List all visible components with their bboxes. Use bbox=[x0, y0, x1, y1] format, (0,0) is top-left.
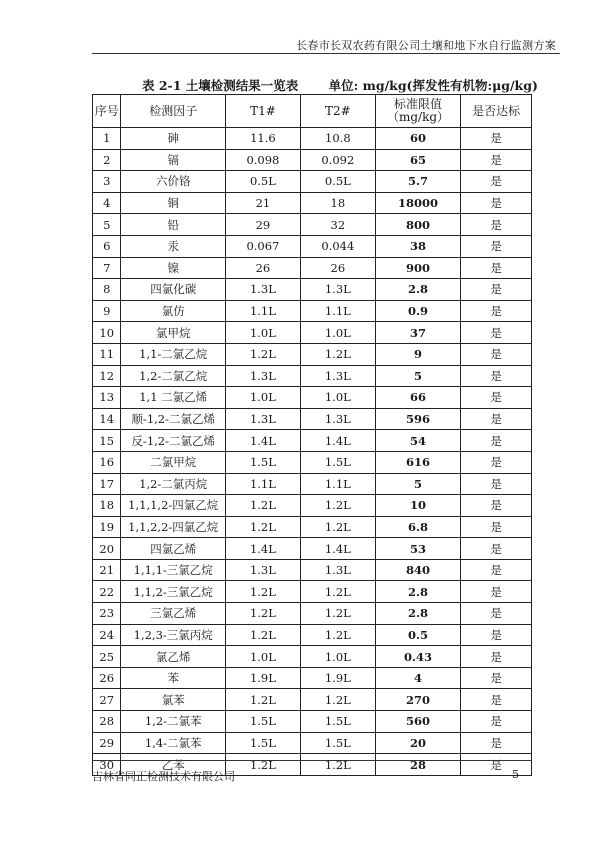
cell-t1: 1.2L bbox=[225, 516, 300, 538]
cell-factor: 顺-1,2-二氯乙烯 bbox=[121, 408, 225, 430]
cell-compliance: 是 bbox=[461, 646, 532, 668]
cell-compliance: 是 bbox=[461, 214, 532, 236]
cell-t2: 26 bbox=[300, 257, 375, 279]
cell-number: 26 bbox=[93, 667, 121, 689]
table-row bbox=[93, 646, 532, 668]
cell-limit: 840 bbox=[375, 559, 460, 581]
cell-t2: 1.4L bbox=[300, 538, 375, 560]
cell-compliance: 是 bbox=[461, 516, 532, 538]
table-row bbox=[93, 214, 532, 236]
table-body bbox=[93, 128, 532, 776]
column-header-number: 序号 bbox=[93, 95, 121, 128]
cell-number: 11 bbox=[93, 343, 121, 365]
table-row bbox=[93, 192, 532, 214]
cell-factor: 1,2-二氯丙烷 bbox=[121, 473, 225, 495]
cell-number: 17 bbox=[93, 473, 121, 495]
column-header-limit-line1: 标准限值 bbox=[394, 97, 443, 111]
cell-limit: 65 bbox=[375, 149, 460, 171]
column-header-compliance: 是否达标 bbox=[461, 95, 532, 128]
cell-factor: 二氯甲烷 bbox=[121, 451, 225, 473]
cell-limit: 0.43 bbox=[375, 646, 460, 668]
cell-limit: 38 bbox=[375, 235, 460, 257]
cell-compliance: 是 bbox=[461, 322, 532, 344]
cell-t2: 1.2L bbox=[300, 624, 375, 646]
column-header-factor: 检测因子 bbox=[121, 95, 225, 128]
cell-number: 3 bbox=[93, 171, 121, 193]
table-row bbox=[93, 128, 532, 150]
table-row bbox=[93, 171, 532, 193]
cell-limit: 10 bbox=[375, 495, 460, 517]
cell-number: 21 bbox=[93, 559, 121, 581]
table-row bbox=[93, 343, 532, 365]
cell-number: 23 bbox=[93, 603, 121, 625]
cell-factor: 1,2-二氯苯 bbox=[121, 711, 225, 733]
cell-compliance: 是 bbox=[461, 495, 532, 517]
cell-t1: 1.5L bbox=[225, 732, 300, 754]
cell-t2: 1.1L bbox=[300, 300, 375, 322]
cell-limit: 560 bbox=[375, 711, 460, 733]
table-row bbox=[93, 235, 532, 257]
cell-limit: 800 bbox=[375, 214, 460, 236]
footer-divider bbox=[92, 760, 532, 761]
cell-limit: 596 bbox=[375, 408, 460, 430]
cell-compliance: 是 bbox=[461, 257, 532, 279]
table-row bbox=[93, 559, 532, 581]
cell-t1: 1.0L bbox=[225, 646, 300, 668]
cell-t1: 29 bbox=[225, 214, 300, 236]
cell-t1: 0.5L bbox=[225, 171, 300, 193]
table-row bbox=[93, 430, 532, 452]
column-header-limit bbox=[375, 95, 460, 128]
cell-factor: 1,1,1-三氯乙烷 bbox=[121, 559, 225, 581]
cell-compliance: 是 bbox=[461, 279, 532, 301]
cell-t2: 1.3L bbox=[300, 559, 375, 581]
cell-t2: 1.0L bbox=[300, 322, 375, 344]
cell-limit: 53 bbox=[375, 538, 460, 560]
cell-compliance: 是 bbox=[461, 365, 532, 387]
cell-number: 1 bbox=[93, 128, 121, 150]
cell-factor: 砷 bbox=[121, 128, 225, 150]
cell-limit: 900 bbox=[375, 257, 460, 279]
cell-limit: 5 bbox=[375, 365, 460, 387]
table-row bbox=[93, 603, 532, 625]
cell-limit: 2.8 bbox=[375, 581, 460, 603]
page-header-title: 长春市长双农药有限公司土壤和地下水自行监测方案 bbox=[296, 39, 556, 52]
cell-limit: 66 bbox=[375, 387, 460, 409]
cell-t1: 21 bbox=[225, 192, 300, 214]
cell-compliance: 是 bbox=[461, 559, 532, 581]
cell-factor: 1,1 二氯乙烯 bbox=[121, 387, 225, 409]
cell-factor: 1,4-二氯苯 bbox=[121, 732, 225, 754]
cell-factor: 六价铬 bbox=[121, 171, 225, 193]
cell-t1: 1.4L bbox=[225, 430, 300, 452]
cell-compliance: 是 bbox=[461, 192, 532, 214]
cell-t1: 1.5L bbox=[225, 711, 300, 733]
cell-compliance: 是 bbox=[461, 473, 532, 495]
cell-t1: 1.2L bbox=[225, 689, 300, 711]
cell-compliance: 是 bbox=[461, 754, 532, 776]
cell-factor: 1,1,2-三氯乙烷 bbox=[121, 581, 225, 603]
cell-compliance: 是 bbox=[461, 624, 532, 646]
cell-t2: 0.5L bbox=[300, 171, 375, 193]
cell-limit: 20 bbox=[375, 732, 460, 754]
cell-limit: 5 bbox=[375, 473, 460, 495]
column-header-t1: T1# bbox=[225, 95, 300, 128]
cell-t2: 1.5L bbox=[300, 451, 375, 473]
cell-limit: 2.8 bbox=[375, 279, 460, 301]
table-row bbox=[93, 581, 532, 603]
table-row bbox=[93, 495, 532, 517]
cell-t2: 1.3L bbox=[300, 365, 375, 387]
table-row bbox=[93, 732, 532, 754]
cell-factor: 1,2,3-三氯丙烷 bbox=[121, 624, 225, 646]
table-row bbox=[93, 300, 532, 322]
cell-compliance: 是 bbox=[461, 430, 532, 452]
cell-factor: 铅 bbox=[121, 214, 225, 236]
cell-number: 29 bbox=[93, 732, 121, 754]
cell-limit: 9 bbox=[375, 343, 460, 365]
cell-limit: 270 bbox=[375, 689, 460, 711]
cell-t2: 1.3L bbox=[300, 408, 375, 430]
cell-t2: 18 bbox=[300, 192, 375, 214]
cell-limit: 6.8 bbox=[375, 516, 460, 538]
cell-t2: 1.5L bbox=[300, 732, 375, 754]
cell-factor: 1,2-二氯乙烷 bbox=[121, 365, 225, 387]
cell-limit: 0.9 bbox=[375, 300, 460, 322]
cell-factor: 反-1,2-二氯乙烯 bbox=[121, 430, 225, 452]
table-row bbox=[93, 473, 532, 495]
cell-number: 20 bbox=[93, 538, 121, 560]
table-row bbox=[93, 538, 532, 560]
cell-compliance: 是 bbox=[461, 300, 532, 322]
cell-number: 9 bbox=[93, 300, 121, 322]
cell-t1: 11.6 bbox=[225, 128, 300, 150]
cell-compliance: 是 bbox=[461, 711, 532, 733]
cell-number: 28 bbox=[93, 711, 121, 733]
cell-number: 30 bbox=[93, 754, 121, 776]
cell-number: 13 bbox=[93, 387, 121, 409]
cell-t1: 1.2L bbox=[225, 603, 300, 625]
cell-limit: 2.8 bbox=[375, 603, 460, 625]
cell-number: 18 bbox=[93, 495, 121, 517]
cell-t1: 1.1L bbox=[225, 300, 300, 322]
cell-t1: 1.2L bbox=[225, 754, 300, 776]
cell-number: 4 bbox=[93, 192, 121, 214]
cell-number: 27 bbox=[93, 689, 121, 711]
table-row bbox=[93, 516, 532, 538]
cell-t1: 1.2L bbox=[225, 343, 300, 365]
cell-factor: 铜 bbox=[121, 192, 225, 214]
cell-number: 15 bbox=[93, 430, 121, 452]
cell-limit: 0.5 bbox=[375, 624, 460, 646]
cell-t1: 1.0L bbox=[225, 387, 300, 409]
cell-factor: 苯 bbox=[121, 667, 225, 689]
cell-factor: 氯仿 bbox=[121, 300, 225, 322]
cell-compliance: 是 bbox=[461, 667, 532, 689]
cell-factor: 镍 bbox=[121, 257, 225, 279]
cell-factor: 氯乙烯 bbox=[121, 646, 225, 668]
cell-compliance: 是 bbox=[461, 603, 532, 625]
cell-factor: 氯甲烷 bbox=[121, 322, 225, 344]
cell-t2: 1.2L bbox=[300, 516, 375, 538]
cell-factor: 氯苯 bbox=[121, 689, 225, 711]
cell-compliance: 是 bbox=[461, 235, 532, 257]
cell-limit: 616 bbox=[375, 451, 460, 473]
table-row bbox=[93, 624, 532, 646]
cell-t1: 1.9L bbox=[225, 667, 300, 689]
cell-t1: 0.098 bbox=[225, 149, 300, 171]
cell-limit: 54 bbox=[375, 430, 460, 452]
cell-t1: 26 bbox=[225, 257, 300, 279]
table-row bbox=[93, 257, 532, 279]
cell-t2: 1.5L bbox=[300, 711, 375, 733]
soil-results-table bbox=[92, 94, 532, 776]
cell-compliance: 是 bbox=[461, 149, 532, 171]
cell-factor: 三氯乙烯 bbox=[121, 603, 225, 625]
cell-t1: 1.2L bbox=[225, 581, 300, 603]
cell-compliance: 是 bbox=[461, 538, 532, 560]
table-row bbox=[93, 149, 532, 171]
cell-compliance: 是 bbox=[461, 128, 532, 150]
table-caption-label: 表 2-1 土壤检测结果一览表 bbox=[142, 78, 299, 93]
cell-t2: 1.2L bbox=[300, 754, 375, 776]
cell-t2: 1.3L bbox=[300, 279, 375, 301]
cell-t2: 1.2L bbox=[300, 495, 375, 517]
table-row bbox=[93, 451, 532, 473]
table-caption-unit: 单位: mg/kg(挥发性有机物:μg/kg) bbox=[328, 78, 538, 93]
cell-compliance: 是 bbox=[461, 689, 532, 711]
cell-factor: 四氯乙烯 bbox=[121, 538, 225, 560]
cell-t2: 0.092 bbox=[300, 149, 375, 171]
table-row bbox=[93, 711, 532, 733]
cell-t1: 1.4L bbox=[225, 538, 300, 560]
cell-factor: 乙苯 bbox=[121, 754, 225, 776]
cell-t1: 1.3L bbox=[225, 408, 300, 430]
cell-compliance: 是 bbox=[461, 387, 532, 409]
cell-number: 19 bbox=[93, 516, 121, 538]
cell-compliance: 是 bbox=[461, 171, 532, 193]
cell-factor: 汞 bbox=[121, 235, 225, 257]
cell-factor: 1,1,1,2-四氯乙烷 bbox=[121, 495, 225, 517]
table-row bbox=[93, 387, 532, 409]
table-row bbox=[93, 689, 532, 711]
cell-limit: 37 bbox=[375, 322, 460, 344]
cell-number: 16 bbox=[93, 451, 121, 473]
table-row bbox=[93, 408, 532, 430]
cell-number: 7 bbox=[93, 257, 121, 279]
cell-compliance: 是 bbox=[461, 451, 532, 473]
table-row bbox=[93, 365, 532, 387]
cell-compliance: 是 bbox=[461, 343, 532, 365]
cell-t2: 1.2L bbox=[300, 581, 375, 603]
cell-factor: 1,1,2,2-四氯乙烷 bbox=[121, 516, 225, 538]
cell-t1: 1.2L bbox=[225, 495, 300, 517]
cell-limit: 60 bbox=[375, 128, 460, 150]
cell-t2: 1.2L bbox=[300, 603, 375, 625]
footer-organization: 吉林省同正检测技术有限公司 bbox=[92, 770, 235, 783]
page-number: 5 bbox=[512, 768, 519, 781]
cell-t1: 1.0L bbox=[225, 322, 300, 344]
cell-t2: 1.9L bbox=[300, 667, 375, 689]
cell-t1: 1.3L bbox=[225, 365, 300, 387]
cell-limit: 28 bbox=[375, 754, 460, 776]
cell-number: 22 bbox=[93, 581, 121, 603]
cell-t2: 1.1L bbox=[300, 473, 375, 495]
cell-compliance: 是 bbox=[461, 581, 532, 603]
cell-number: 24 bbox=[93, 624, 121, 646]
cell-number: 12 bbox=[93, 365, 121, 387]
cell-t1: 1.2L bbox=[225, 624, 300, 646]
cell-limit: 4 bbox=[375, 667, 460, 689]
cell-t2: 0.044 bbox=[300, 235, 375, 257]
table-caption bbox=[142, 76, 538, 94]
cell-t2: 1.0L bbox=[300, 646, 375, 668]
cell-t1: 0.067 bbox=[225, 235, 300, 257]
cell-number: 2 bbox=[93, 149, 121, 171]
cell-number: 25 bbox=[93, 646, 121, 668]
cell-t2: 1.4L bbox=[300, 430, 375, 452]
table-header-row bbox=[93, 95, 532, 128]
table-row bbox=[93, 667, 532, 689]
cell-factor: 1,1-二氯乙烷 bbox=[121, 343, 225, 365]
cell-t2: 32 bbox=[300, 214, 375, 236]
table-row bbox=[93, 279, 532, 301]
cell-number: 8 bbox=[93, 279, 121, 301]
cell-t1: 1.1L bbox=[225, 473, 300, 495]
cell-t1: 1.3L bbox=[225, 279, 300, 301]
cell-number: 14 bbox=[93, 408, 121, 430]
cell-t2: 1.0L bbox=[300, 387, 375, 409]
cell-limit: 18000 bbox=[375, 192, 460, 214]
cell-t2: 10.8 bbox=[300, 128, 375, 150]
cell-factor: 镉 bbox=[121, 149, 225, 171]
cell-number: 5 bbox=[93, 214, 121, 236]
column-header-t2: T2# bbox=[300, 95, 375, 128]
column-header-limit-line2: （mg/kg） bbox=[387, 110, 450, 124]
table-row bbox=[93, 322, 532, 344]
header-divider bbox=[92, 53, 560, 54]
cell-number: 6 bbox=[93, 235, 121, 257]
cell-compliance: 是 bbox=[461, 408, 532, 430]
cell-t2: 1.2L bbox=[300, 689, 375, 711]
cell-t2: 1.2L bbox=[300, 343, 375, 365]
cell-t1: 1.3L bbox=[225, 559, 300, 581]
cell-number: 10 bbox=[93, 322, 121, 344]
cell-limit: 5.7 bbox=[375, 171, 460, 193]
cell-t1: 1.5L bbox=[225, 451, 300, 473]
cell-compliance: 是 bbox=[461, 732, 532, 754]
cell-factor: 四氯化碳 bbox=[121, 279, 225, 301]
